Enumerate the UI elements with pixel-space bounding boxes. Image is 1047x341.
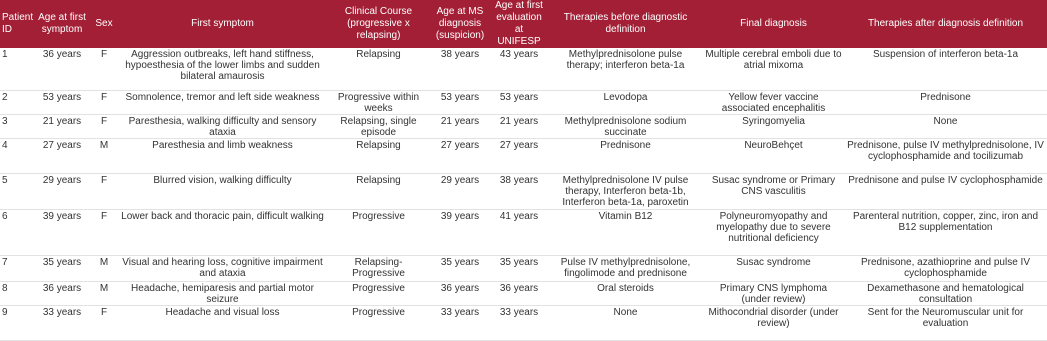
header-age-ms-diagnosis: Age at MS diagnosis (suspicion) — [435, 6, 485, 41]
cell-sex: F — [90, 209, 118, 255]
cell-final-diagnosis: Primary CNS lymphoma (under review) — [703, 281, 844, 305]
cell-therapies-before: None — [548, 305, 703, 340]
cell-therapies-after: Parenteral nutrition, copper, zinc, iron and B12 supplementation — [844, 209, 1047, 255]
cell-age-first-symptom: 39 years — [34, 209, 90, 255]
cell-age-first-evaluation: 36 years — [490, 281, 548, 305]
cell-therapies-after: Prednisone — [844, 90, 1047, 114]
cell-clinical-course: Relapsing — [327, 48, 430, 90]
cell-age-first-evaluation: 33 years — [490, 305, 548, 340]
cell-sex: F — [90, 48, 118, 90]
cell-therapies-after: Suspension of interferon beta-1a — [844, 48, 1047, 90]
table-row — [0, 138, 1047, 173]
cell-age-ms-diagnosis: 27 years — [430, 138, 490, 173]
cell-clinical-course: Relapsing, single episode — [327, 114, 430, 138]
table-row — [0, 305, 1047, 340]
cell-final-diagnosis: Polyneuromyopathy and myelopathy due to severe nutritional deficiency — [703, 209, 844, 255]
cell-clinical-course: Progressive — [327, 305, 430, 340]
cell-final-diagnosis: Susac syndrome — [703, 255, 844, 281]
cell-sex: F — [90, 305, 118, 340]
cell-final-diagnosis: NeuroBehçet — [703, 138, 844, 173]
cell-sex: F — [90, 173, 118, 209]
cell-final-diagnosis: Susac syndrome or Primary CNS vasculitis — [703, 173, 844, 209]
cell-patient-id: 4 — [0, 138, 34, 173]
cell-age-first-evaluation: 27 years — [490, 138, 548, 173]
header-therapies-before: Therapies before diagnostic definition — [563, 12, 688, 35]
cell-age-first-evaluation: 41 years — [490, 209, 548, 255]
cell-clinical-course: Relapsing-Progressive — [327, 255, 430, 281]
cell-clinical-course: Relapsing — [327, 138, 430, 173]
cell-age-first-symptom: 36 years — [34, 281, 90, 305]
cell-age-first-symptom: 36 years — [34, 48, 90, 90]
cell-age-ms-diagnosis: 29 years — [430, 173, 490, 209]
header-row — [0, 0, 1047, 48]
cell-age-ms-diagnosis: 53 years — [430, 90, 490, 114]
header-first-symptom: First symptom — [191, 18, 254, 29]
cell-therapies-before: Methylprednisolone IV pulse therapy, Interferon beta-1b, Interferon beta-1a, paroxetin — [548, 173, 703, 209]
cell-patient-id: 7 — [0, 255, 34, 281]
cell-age-first-symptom: 53 years — [34, 90, 90, 114]
header-age-first-symptom: Age at first symptom — [38, 12, 86, 35]
cell-first-symptom: Aggression outbreaks, left hand stiffness, hypoesthesia of the lower limbs and sudden bilateral amaurosis — [118, 48, 327, 90]
header-therapies-after: Therapies after diagnosis definition — [867, 18, 1024, 29]
cell-first-symptom: Headache, hemiparesis and partial motor seizure — [118, 281, 327, 305]
cell-age-first-symptom: 35 years — [34, 255, 90, 281]
cell-patient-id: 8 — [0, 281, 34, 305]
cell-age-first-evaluation: 53 years — [490, 90, 548, 114]
cell-clinical-course: Progressive — [327, 281, 430, 305]
table-row — [0, 90, 1047, 114]
cell-age-first-symptom: 27 years — [34, 138, 90, 173]
cell-patient-id: 9 — [0, 305, 34, 340]
cell-age-first-symptom: 29 years — [34, 173, 90, 209]
cell-sex: M — [90, 255, 118, 281]
cell-therapies-before: Pulse IV methylprednisolone, fingolimode and prednisone — [548, 255, 703, 281]
cell-first-symptom: Blurred vision, walking difficulty — [118, 173, 327, 209]
cell-therapies-before: Methylprednisolone sodium succinate — [548, 114, 703, 138]
cell-therapies-after: Sent for the Neuromuscular unit for evaluation — [844, 305, 1047, 340]
table-row — [0, 255, 1047, 281]
cell-therapies-before: Prednisone — [548, 138, 703, 173]
cell-age-ms-diagnosis: 36 years — [430, 281, 490, 305]
cell-therapies-before: Levodopa — [548, 90, 703, 114]
cell-sex: F — [90, 90, 118, 114]
cell-patient-id: 5 — [0, 173, 34, 209]
cell-age-first-evaluation: 38 years — [490, 173, 548, 209]
header-patient-id: Patient ID — [2, 12, 34, 35]
cell-age-first-symptom: 21 years — [34, 114, 90, 138]
header-sex: Sex — [95, 18, 113, 29]
cell-patient-id: 3 — [0, 114, 34, 138]
cell-first-symptom: Headache and visual loss — [118, 305, 327, 340]
cell-clinical-course: Progressive — [327, 209, 430, 255]
cell-clinical-course: Progressive within weeks — [327, 90, 430, 114]
cell-patient-id: 1 — [0, 48, 34, 90]
cell-patient-id: 6 — [0, 209, 34, 255]
cell-therapies-before: Oral steroids — [548, 281, 703, 305]
cell-therapies-after: Prednisone, azathioprine and pulse IV cyclophosphamide — [844, 255, 1047, 281]
cell-sex: F — [90, 114, 118, 138]
header-final-diagnosis: Final diagnosis — [740, 18, 807, 29]
cell-therapies-before: Vitamin B12 — [548, 209, 703, 255]
cell-therapies-after: Dexamethasone and hematological consultation — [844, 281, 1047, 305]
cell-therapies-after: Prednisone and pulse IV cyclophosphamide — [844, 173, 1047, 209]
cell-therapies-before: Methylprednisolone pulse therapy; interferon beta-1a — [548, 48, 703, 90]
cell-sex: M — [90, 281, 118, 305]
table-row — [0, 114, 1047, 138]
table-row — [0, 281, 1047, 305]
cell-final-diagnosis: Multiple cerebral emboli due to atrial mixoma — [703, 48, 844, 90]
cell-final-diagnosis: Syringomyelia — [703, 114, 844, 138]
cell-final-diagnosis: Yellow fever vaccine associated encephalitis — [703, 90, 844, 114]
cell-therapies-after: None — [844, 114, 1047, 138]
table-row — [0, 173, 1047, 209]
cell-first-symptom: Somnolence, tremor and left side weakness — [118, 90, 327, 114]
cell-age-first-evaluation: 21 years — [490, 114, 548, 138]
cell-age-first-symptom: 33 years — [34, 305, 90, 340]
cell-first-symptom: Lower back and thoracic pain, difficult walking — [118, 209, 327, 255]
cell-clinical-course: Relapsing — [327, 173, 430, 209]
cell-first-symptom: Paresthesia, walking difficulty and sensory ataxia — [118, 114, 327, 138]
cell-first-symptom: Paresthesia and limb weakness — [118, 138, 327, 173]
table-row — [0, 48, 1047, 90]
cell-final-diagnosis: Mithocondrial disorder (under review) — [703, 305, 844, 340]
cell-age-ms-diagnosis: 38 years — [430, 48, 490, 90]
cell-first-symptom: Visual and hearing loss, cognitive impairment and ataxia — [118, 255, 327, 281]
cell-age-ms-diagnosis: 35 years — [430, 255, 490, 281]
cell-age-ms-diagnosis: 21 years — [430, 114, 490, 138]
cell-patient-id: 2 — [0, 90, 34, 114]
cell-age-ms-diagnosis: 33 years — [430, 305, 490, 340]
table-row — [0, 209, 1047, 255]
cell-sex: M — [90, 138, 118, 173]
cell-age-first-evaluation: 43 years — [490, 48, 548, 90]
cell-age-ms-diagnosis: 39 years — [430, 209, 490, 255]
cell-age-first-evaluation: 35 years — [490, 255, 548, 281]
cell-therapies-after: Prednisone, pulse IV methylprednisolone, IV cyclophosphamide and tocilizumab — [844, 138, 1047, 173]
header-age-first-evaluation: Age at first evaluation at UNIFESP — [495, 0, 543, 47]
header-clinical-course: Clinical Course (progressive x relapsing) — [344, 6, 413, 41]
